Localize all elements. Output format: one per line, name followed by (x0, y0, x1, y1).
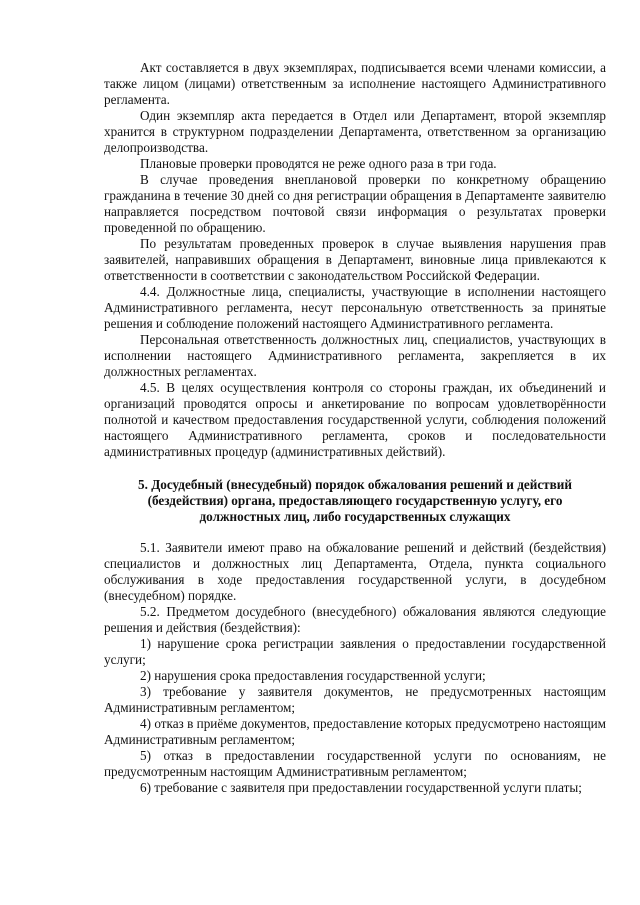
paragraph: Один экземпляр акта передается в Отдел или Департамент, второй экземпляр хранится в структурном подразделении Департамента, ответственном за организацию делопроизводства. (104, 108, 606, 155)
paragraph: 5.1. Заявители имеют право на обжалование решений и действий (бездействия) специалистов и должностных лиц Департамента, Отдела, пункта социального обслуживания в ходе предоставления государственной услуги, в досудебном (внесудебном) порядке. (104, 540, 606, 603)
list-item: 1) нарушение срока регистрации заявления о предоставлении государственной услуги; (104, 636, 606, 667)
paragraph: По результатам проведенных проверок в случае выявления нарушения прав заявителей, направивших обращения в Департамент, виновные лица привлекаются к ответственности в соответствии с законодательством Российской Федерации. (104, 236, 606, 283)
list-item: 5) отказ в предоставлении государственной услуги по основаниям, не предусмотренным настоящим Административным регламентом; (104, 748, 606, 779)
paragraph: 5.2. Предметом досудебного (внесудебного) обжалования являются следующие решения и действия (бездействия): (104, 604, 606, 635)
paragraph: 4.5. В целях осуществления контроля со стороны граждан, их объединений и организаций проводятся опросы и анкетирование по вопросам удовлетворённости полнотой и качеством предоставления государственной услуги, соблюдения положений настоящего Административного регламента, сроков и последовательности административных процедур (административных действий). (104, 380, 606, 459)
section-heading-line: 5. Досудебный (внесудебный) порядок обжалования решений и действий (138, 477, 572, 492)
paragraph: Плановые проверки проводятся не реже одного раза в три года. (140, 156, 497, 171)
list-item: 3) требование у заявителя документов, не предусмотренных настоящим Административным регламентом; (104, 684, 606, 715)
list-item: 2) нарушения срока предоставления государственной услуги; (140, 668, 486, 683)
section-heading-line: должностных лиц, либо государственных служащих (199, 509, 511, 524)
paragraph: В случае проведения внеплановой проверки по конкретному обращению гражданина в течение 30 дней со дня регистрации обращения в Департаменте заявителю направляется посредством почтовой связи информация о результатах проверки проведенной по обращению. (104, 172, 606, 235)
paragraph: 4.4. Должностные лица, специалисты, участвующие в исполнении настоящего Административного регламента, несут персональную ответственность за принятые решения и соблюдение положений настоящего Административного регламента. (104, 284, 606, 331)
document-page (104, 60, 606, 796)
list-item: 6) требование с заявителя при предоставлении государственной услуги платы; (140, 780, 582, 795)
section-heading (104, 477, 606, 525)
paragraph: Персональная ответственность должностных лиц, специалистов, участвующих в исполнении настоящего Административного регламента, закрепляется в их должностных регламентах. (104, 332, 606, 379)
list-item: 4) отказ в приёме документов, предоставление которых предусмотрено настоящим Административным регламентом; (104, 716, 606, 747)
paragraph: Акт составляется в двух экземплярах, подписывается всеми членами комиссии, а также лицом (лицами) ответственным за исполнение настоящего Административного регламента. (104, 60, 606, 107)
section-heading-line: (бездействия) органа, предоставляющего государственную услугу, его (147, 493, 563, 508)
